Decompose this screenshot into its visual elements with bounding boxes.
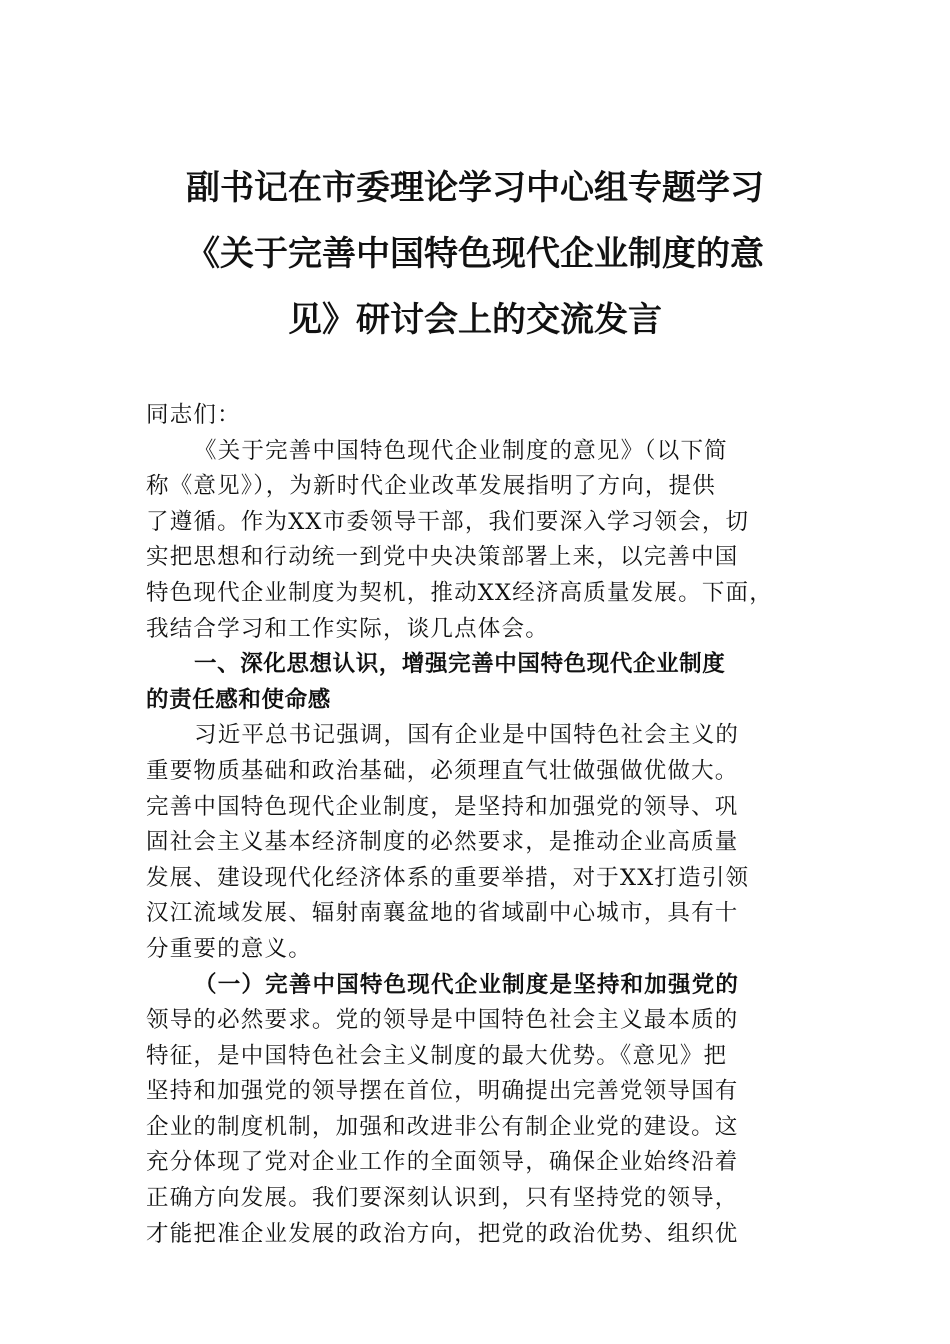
paragraph-line: 习近平总书记强调，国有企业是中国特色社会主义的: [194, 722, 740, 749]
subsection-heading-line: （一）完善中国特色现代企业制度是坚持和加强党的: [194, 971, 740, 998]
paragraph-line: 特征，是中国特色社会主义制度的最大优势。《意见》把: [146, 1042, 728, 1069]
intro-line: 我结合学习和工作实际，谈几点体会。: [146, 615, 549, 642]
paragraph-line: 重要物质基础和政治基础，必须理直气壮做强做优做大。: [146, 757, 739, 784]
paragraph-line: 坚持和加强党的领导摆在首位，明确提出完善党领导国有: [146, 1078, 739, 1105]
document-body: [146, 398, 816, 1252]
intro-line: 了遵循。作为XX市委领导干部，我们要深入学习领会，切: [146, 508, 750, 535]
intro-line: 称《意见》），为新时代企业改革发展指明了方向，提供: [146, 473, 717, 500]
intro-line: 特色现代企业制度为契机，推动XX经济高质量发展。下面，: [146, 579, 773, 606]
intro-line: 实把思想和行动统一到党中央决策部署上来，以完善中国: [146, 544, 739, 571]
title-line-3: 见》研讨会上的交流发言: [288, 300, 662, 340]
paragraph-line: 领导的必然要求。党的领导是中国特色社会主义最本质的: [146, 1007, 739, 1034]
paragraph-line: 正确方向发展。我们要深刻认识到，只有坚持党的领导，: [146, 1185, 739, 1212]
section-1-heading: [146, 647, 816, 718]
title-line-2: 《关于完善中国特色现代企业制度的意: [186, 234, 764, 274]
document-title: [140, 155, 810, 353]
paragraph-line: 充分体现了党对企业工作的全面领导，确保企业始终沿着: [146, 1149, 739, 1176]
paragraph-line: 企业的制度机制，加强和改进非公有制企业党的建设。这: [146, 1113, 739, 1140]
paragraph-line: 固社会主义基本经济制度的必然要求，是推动企业高质量: [146, 829, 739, 856]
section-heading-line: 一、深化思想认识，增强完善中国特色现代企业制度: [194, 651, 726, 678]
section-1-paragraph: [146, 718, 816, 967]
intro-line: 《关于完善中国特色现代企业制度的意见》（以下简: [194, 437, 728, 464]
section-heading-line: 的责任感和使命感: [146, 686, 331, 713]
title-line-1: 副书记在市委理论学习中心组专题学习: [186, 168, 764, 208]
greeting: 同志们：: [146, 402, 241, 428]
paragraph-line: 才能把准企业发展的政治方向，把党的政治优势、组织优: [146, 1220, 739, 1247]
paragraph-line: 分重要的意义。: [146, 935, 312, 962]
intro-paragraph: [146, 434, 816, 648]
paragraph-line: 汉江流域发展、辐射南襄盆地的省域副中心城市，具有十: [146, 900, 739, 927]
subsection-1-paragraph: [146, 968, 816, 1253]
paragraph-line: 完善中国特色现代企业制度，是坚持和加强党的领导、巩: [146, 793, 739, 820]
paragraph-line: 发展、建设现代化经济体系的重要举措，对于XX打造引领: [146, 864, 750, 891]
